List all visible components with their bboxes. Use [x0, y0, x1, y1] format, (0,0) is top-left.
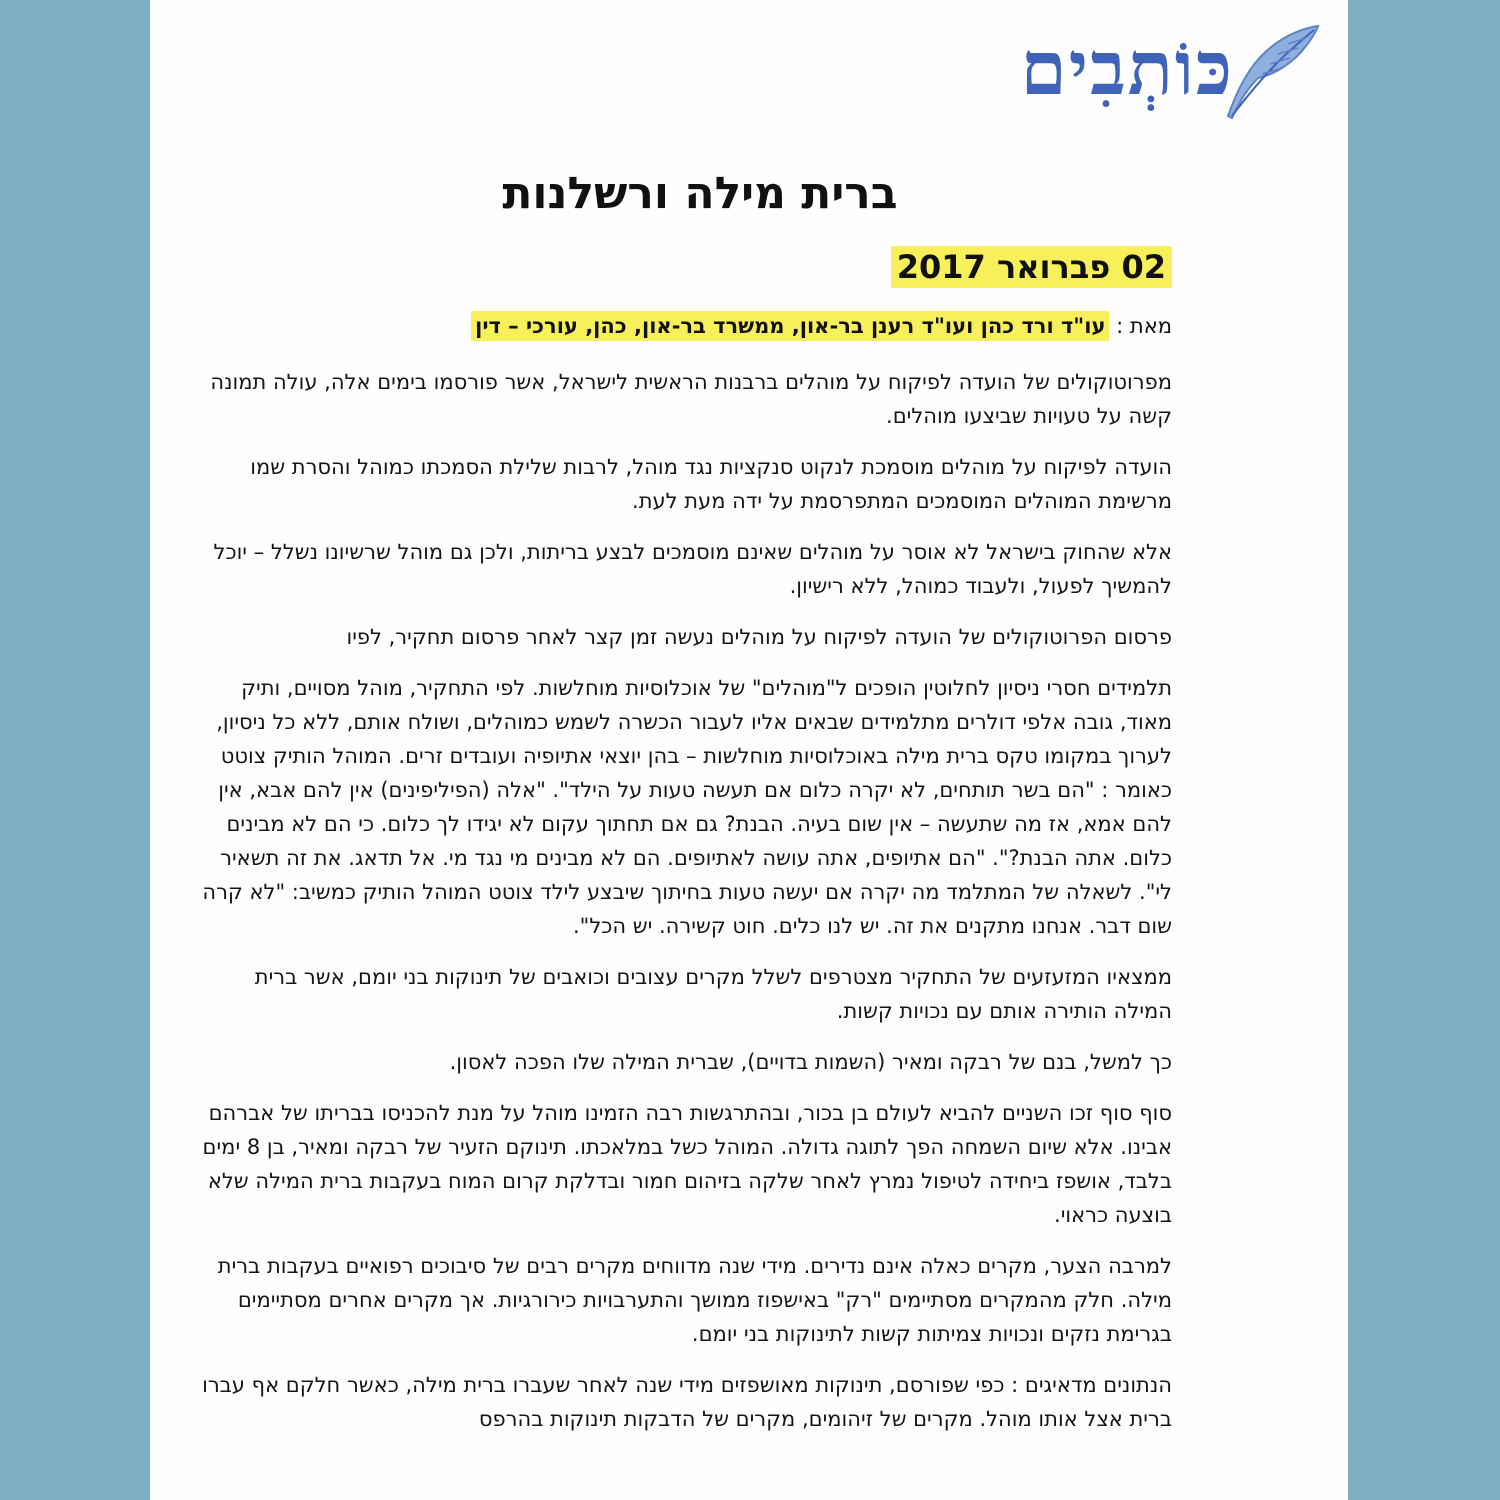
- author-line: [471, 314, 1172, 338]
- paragraph-7: כך למשל, בנם של רבקה ומאיר (השמות בדויים), שברית המילה שלו הפכה לאסון.: [449, 1050, 1172, 1074]
- paragraph-10: הנתונים מדאיגים : כפי שפורסם, תינוקות מאושפזים מידי שנה לאחר שעברו ברית מילה, כאשר חלקם אף עברו ברית אצל אותו מוהל. מקרים של זיהומים, מקרים של הדבקות תינוקות בהרפס: [202, 1373, 1172, 1431]
- author-name: עו"ד ורד כהן ועו"ד רענן בר-און, ממשרד בר-און, כהן, עורכי – דין: [471, 311, 1109, 341]
- author-prefix: מאת :: [1116, 314, 1172, 338]
- paragraph-4: פרסום הפרוטוקולים של הועדה לפיקוח על מוהלים נעשה זמן קצר לאחר פרסום תחקיר, לפיו: [346, 625, 1172, 649]
- quill-feather-icon: [1214, 22, 1324, 122]
- paragraph-8: סוף סוף זכו השניים להביא לעולם בן בכור, ובהתרגשות רבה הזמינו מוהל על מנת להכניסו בבריתו של אברהם אבינו. אלא שיום השמחה הפך לתוגה גדולה. המוהל כשל במלאכתו. תינוקם הזעיר של רבקה ומאיר, בן 8 ימים בלבד, אושפז ביחידה לטיפול נמרץ לאחר שלקה בזיהום חמור ובדלקת קרום המוח בעקבות ברית המילה שלא בוצעה כראוי.: [202, 1101, 1172, 1227]
- paragraph-1: מפרוטוקולים של הועדה לפיקוח על מוהלים ברבנות הראשית לישראל, אשר פורסמו בימים אלה, עולה תמונה קשה על טעויות שביצעו מוהלים.: [210, 370, 1172, 428]
- article-date: [891, 248, 1172, 286]
- paragraph-9: למרבה הצער, מקרים כאלה אינם נדירים. מידי שנה מדווחים מקרים רבים של סיבוכים רפואיים בעקבות ברית מילה. חלק מהמקרים מסתיימים "רק" באישפוז ממושך והתערבויות כירורגיות. אך מקרים אחרים מסתיימים בגרימת נזקים ונכויות צמיתות קשות לתינוקות בני יומם.: [217, 1254, 1172, 1346]
- paragraph-3: אלא שהחוק בישראל לא אוסר על מוהלים שאינם מוסמכים לבצע בריתות, ולכן גם מוהל שרשיונו נשלל – יוכל להמשיך לפעול, ולעבוד כמוהל, ללא רישיון.: [213, 540, 1172, 598]
- date-highlight: 02 פברואר 2017: [891, 246, 1172, 288]
- paragraph-6: ממצאיו המזעזעים של התחקיר מצטרפים לשלל מקרים עצובים וכואבים של תינוקות בני יומם, אשר ברית המילה הותירה אותם עם נכויות קשות.: [254, 965, 1172, 1023]
- logo-text: כּוֹתְבִים: [1020, 26, 1234, 112]
- paragraph-5: תלמידים חסרי ניסיון לחלוטין הופכים ל"מוהלים" של אוכלוסיות מוחלשות. לפי התחקיר, מוהל מסויים, ותיק מאוד, גובה אלפי דולרים מתלמידים שבאים אליו לעבור הכשרה לשמש כמוהלים, ושולח אותם, ללא כל ניסיון, לערוך במקומו טקס ברית מילה באוכלוסיות מוחלשות – בהן יוצאי אתיופיה ועובדים זרים. המוהל הותיק צוטט כאומר : "הם בשר תותחים, לא יקרה כלום אם תעשה טעות על הילד". "אלה (הפיליפינים) אין להם אבא, אין להם אמא, אז מה שתעשה – אין שום בעיה. הבנת? גם אם תחתוך עקום לא יגידו לך כלום. כי הם לא מבינים כלום. אתה הבנת?". "הם אתיופים, אתה עושה לאתיופים. הם לא מבינים מי נגד מי. אל תדאג. את זה תשאיר לי". לשאלה של המתלמד מה יקרה אם יעשה טעות בחיתוך שיבצע לילד צוטט המוהל הותיק כמשיב: "לא קרה שום דבר. אנחנו מתקנים את זה. יש לנו כלים. חוט קשירה. יש הכל".: [202, 676, 1172, 938]
- paragraph-2: הועדה לפיקוח על מוהלים מוסמכת לנקוט סנקציות נגד מוהל, לרבות שלילת הסמכתו כמוהל והסרת שמו מרשימת המוהלים המוסמכים המתפרסמת על ידה מעת לעת.: [250, 455, 1172, 513]
- article-title: ברית מילה ורשלנות: [502, 168, 898, 219]
- article-body: [202, 365, 1172, 1453]
- site-logo[interactable]: [984, 22, 1324, 132]
- document-page: [150, 0, 1348, 1500]
